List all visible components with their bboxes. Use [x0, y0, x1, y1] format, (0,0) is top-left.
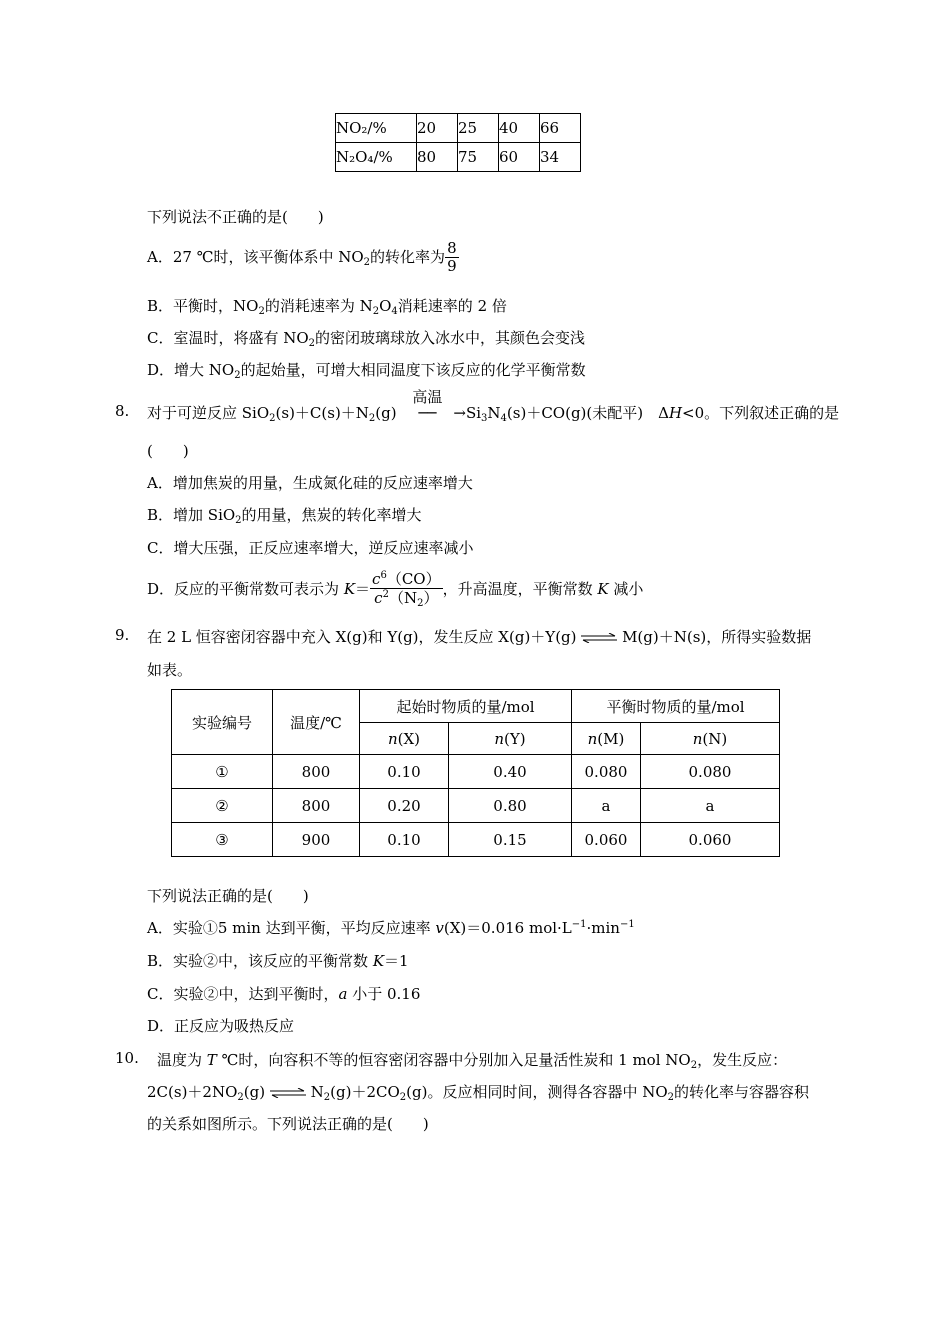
header-initial: 起始时物质的量/mol	[360, 690, 572, 723]
superscript: −1	[619, 919, 635, 930]
q8-number: 8.	[115, 402, 130, 420]
equilibrium-arrow-icon	[270, 1088, 306, 1098]
q7-option-c[interactable]: C．室温时，将盛有 $NO_2$的密闭玻璃球放入冰水中，其颜色会变浅	[147, 329, 586, 349]
table-cell: 0.15	[449, 823, 572, 857]
text: 2C(s)＋2NO	[147, 1083, 238, 1101]
denominator: $c^2(N_2)$	[374, 589, 439, 610]
q8-option-a[interactable]: A．增加焦炭的用量，生成氮化硅的反应速率增大	[147, 474, 473, 492]
table-cell: 0.20	[360, 789, 449, 823]
table-row	[172, 789, 780, 823]
table-row	[336, 143, 581, 172]
text: B．实验②中，该反应的平衡常数	[147, 952, 369, 970]
text: <0。下列叙述正确的是	[682, 404, 840, 422]
table-cell: 0.060	[572, 823, 641, 857]
table-cell: 66	[540, 114, 581, 143]
q7-option-d[interactable]: D．增大 $NO_2$的起始量，可增大相同温度下该反应的化学平衡常数	[147, 361, 586, 381]
table-cell: ②	[172, 789, 273, 823]
text: 消耗速率的 2 倍	[397, 297, 507, 315]
table-cell: 60	[499, 143, 540, 172]
no2-n2o4-table	[335, 113, 581, 172]
text: →Si	[453, 404, 482, 422]
q9-option-a[interactable]	[147, 917, 635, 938]
text: ＝	[355, 579, 371, 598]
header-nX: n(X)	[360, 723, 449, 755]
table-cell: 0.080	[641, 755, 780, 789]
table-cell: a	[641, 789, 780, 823]
q8-option-b[interactable]: B．增加 SiO$_2$的用量，焦炭的转化率增大	[147, 506, 422, 526]
text: 的转化率与容器容积	[674, 1083, 810, 1101]
q9-stem	[147, 626, 811, 647]
header-nM: n(M)	[572, 723, 641, 755]
text: D．增大 NO	[147, 361, 235, 379]
q8-option-c[interactable]: C．增大压强，正反应速率增大，逆反应速率减小	[147, 539, 474, 557]
header-temp: 温度/℃	[273, 690, 360, 755]
numerator: $c^6(CO)$	[372, 570, 441, 588]
q8-stem: 对于可逆反应 $SiO_2(s)+C(s)+N_2(g)$ 高温 ── $\to Si_3N_4(s)+CO(g)$(未配平) ΔH<0。下列叙述正确的是	[147, 388, 840, 424]
q8-option-d[interactable]	[147, 570, 643, 610]
text: ＝1	[384, 952, 409, 970]
table-row	[172, 823, 780, 857]
table-cell: 20	[417, 114, 458, 143]
fraction	[445, 240, 459, 276]
text: K	[597, 579, 609, 598]
q10-line3: 的关系如图所示。下列说法正确的是( )	[147, 1115, 429, 1133]
table-cell: 40	[499, 114, 540, 143]
text: M(g)＋N(s)，所得实验数据	[622, 628, 812, 646]
text: O	[379, 297, 392, 315]
text: (g)＋2CO	[330, 1083, 400, 1101]
text: 的起始量，可增大相同温度下该反应的化学平衡常数	[240, 361, 586, 379]
table-header-row	[172, 690, 780, 723]
table-cell: 75	[458, 143, 499, 172]
header-nY: n(Y)	[449, 723, 572, 755]
text: (g)	[375, 404, 397, 422]
q9-option-c[interactable]	[147, 983, 420, 1004]
text: N	[310, 1083, 324, 1101]
text: 的用量，焦炭的转化率增大	[241, 506, 422, 524]
equilibrium-arrow-icon	[581, 633, 617, 643]
table-cell: 900	[273, 823, 360, 857]
text: ℃时，向容积不等的恒容密闭容器中分别加入足量活性炭和 1 mol NO	[221, 1051, 691, 1069]
text: (s)＋CO(g)(未配平) Δ	[506, 404, 669, 422]
text: 温度为	[157, 1051, 203, 1069]
table-row	[336, 114, 581, 143]
text: C．室温时，将盛有 NO	[147, 329, 309, 347]
text: K	[372, 952, 385, 970]
q10-line1: 温度为 T ℃时，向容积不等的恒容密闭容器中分别加入足量活性炭和 1 mol $NO_2$，发生反应：	[157, 1051, 788, 1071]
q9-option-b[interactable]	[147, 950, 409, 971]
text: T	[206, 1051, 217, 1069]
table-cell: 800	[273, 755, 360, 789]
text: 的消耗速率为 N	[264, 297, 373, 315]
header-equilibrium: 平衡时物质的量/mol	[572, 690, 780, 723]
q7-option-b[interactable]: B．平衡时，$NO_2$的消耗速率为 $N_2O_4$消耗速率的 2 倍	[147, 297, 507, 317]
table-cell: 34	[540, 143, 581, 172]
q9-option-d[interactable]: D．正反应为吸热反应	[147, 1017, 295, 1035]
table-cell: ③	[172, 823, 273, 857]
q8-answer-paren: ( )	[147, 442, 189, 460]
table-cell: 0.40	[449, 755, 572, 789]
q7-option-a[interactable]: A．27 ℃时，该平衡体系中 $NO_2$的转化率为 $\frac{8}{9}$	[147, 239, 457, 276]
text: (X)＝0.016 mol·L	[443, 919, 572, 937]
text: ，升高温度，平衡常数	[442, 579, 593, 598]
table-cell: 0.80	[449, 789, 572, 823]
table-cell: a	[572, 789, 641, 823]
text: A．27 ℃时，该平衡体系中 NO	[147, 247, 364, 266]
text: B．增加 SiO	[147, 506, 236, 524]
text: v	[435, 919, 444, 937]
fraction	[370, 570, 443, 610]
text: 在 2 L 恒容密闭容器中充入 X(g)和 Y(g)，发生反应 X(g)＋Y(g)	[147, 628, 577, 646]
text: 减小	[613, 579, 644, 598]
text: ·min	[586, 919, 620, 937]
text: D．反应的平衡常数可表示为	[147, 579, 340, 598]
text: 的转化率为	[370, 247, 446, 266]
arrow-condition: 高温	[412, 388, 443, 406]
table-cell: 0.060	[641, 823, 780, 857]
text: (g)。反应相同时间，测得各容器中 NO	[406, 1083, 668, 1101]
denominator: 9	[447, 257, 457, 276]
text: B．平衡时，NO	[147, 297, 259, 315]
text: A．实验①5 min 达到平衡，平均反应速率	[147, 919, 431, 937]
table-cell: ①	[172, 755, 273, 789]
q9-stem-line2: 如表。	[147, 661, 193, 679]
text: a	[338, 985, 348, 1003]
q9-question: 下列说法正确的是( )	[147, 887, 309, 905]
q9-number: 9.	[115, 626, 130, 644]
text: (g)	[243, 1083, 266, 1101]
table-cell: 0.080	[572, 755, 641, 789]
text: N	[487, 404, 501, 422]
text: ，发生反应：	[697, 1051, 788, 1069]
text: 小于 0.16	[352, 985, 421, 1003]
q7-stem: 下列说法不正确的是( )	[147, 208, 324, 226]
numerator: 8	[447, 239, 457, 257]
header-exp-no: 实验编号	[172, 690, 273, 755]
table-cell: 800	[273, 789, 360, 823]
table-cell: 0.10	[360, 755, 449, 789]
q10-line2: $2C(s)+2NO_2(g)$ $N_2(g)+2CO_2(g)$。反应相同时间，测得各容器中 $NO_2$的转化率与容器容积	[147, 1083, 810, 1103]
text: (s)＋C(s)＋N	[275, 404, 369, 422]
q10-number: 10.	[115, 1049, 139, 1067]
table-cell: 80	[417, 143, 458, 172]
text: 的密闭玻璃球放入冰水中，其颜色会变浅	[315, 329, 586, 347]
table-cell: NO₂/%	[336, 114, 417, 143]
header-nN: n(N)	[641, 723, 780, 755]
table-row	[172, 755, 780, 789]
superscript: −1	[571, 919, 587, 930]
experiment-table	[171, 689, 780, 857]
table-cell: 25	[458, 114, 499, 143]
text: K	[343, 579, 356, 598]
table-cell: 0.10	[360, 823, 449, 857]
text: 对于可逆反应 SiO	[147, 404, 270, 422]
table-cell: N₂O₄/%	[336, 143, 417, 172]
reaction-arrow: 高温 ──	[401, 404, 453, 422]
text: C．实验②中，达到平衡时，	[147, 985, 339, 1003]
text: H	[668, 404, 683, 422]
